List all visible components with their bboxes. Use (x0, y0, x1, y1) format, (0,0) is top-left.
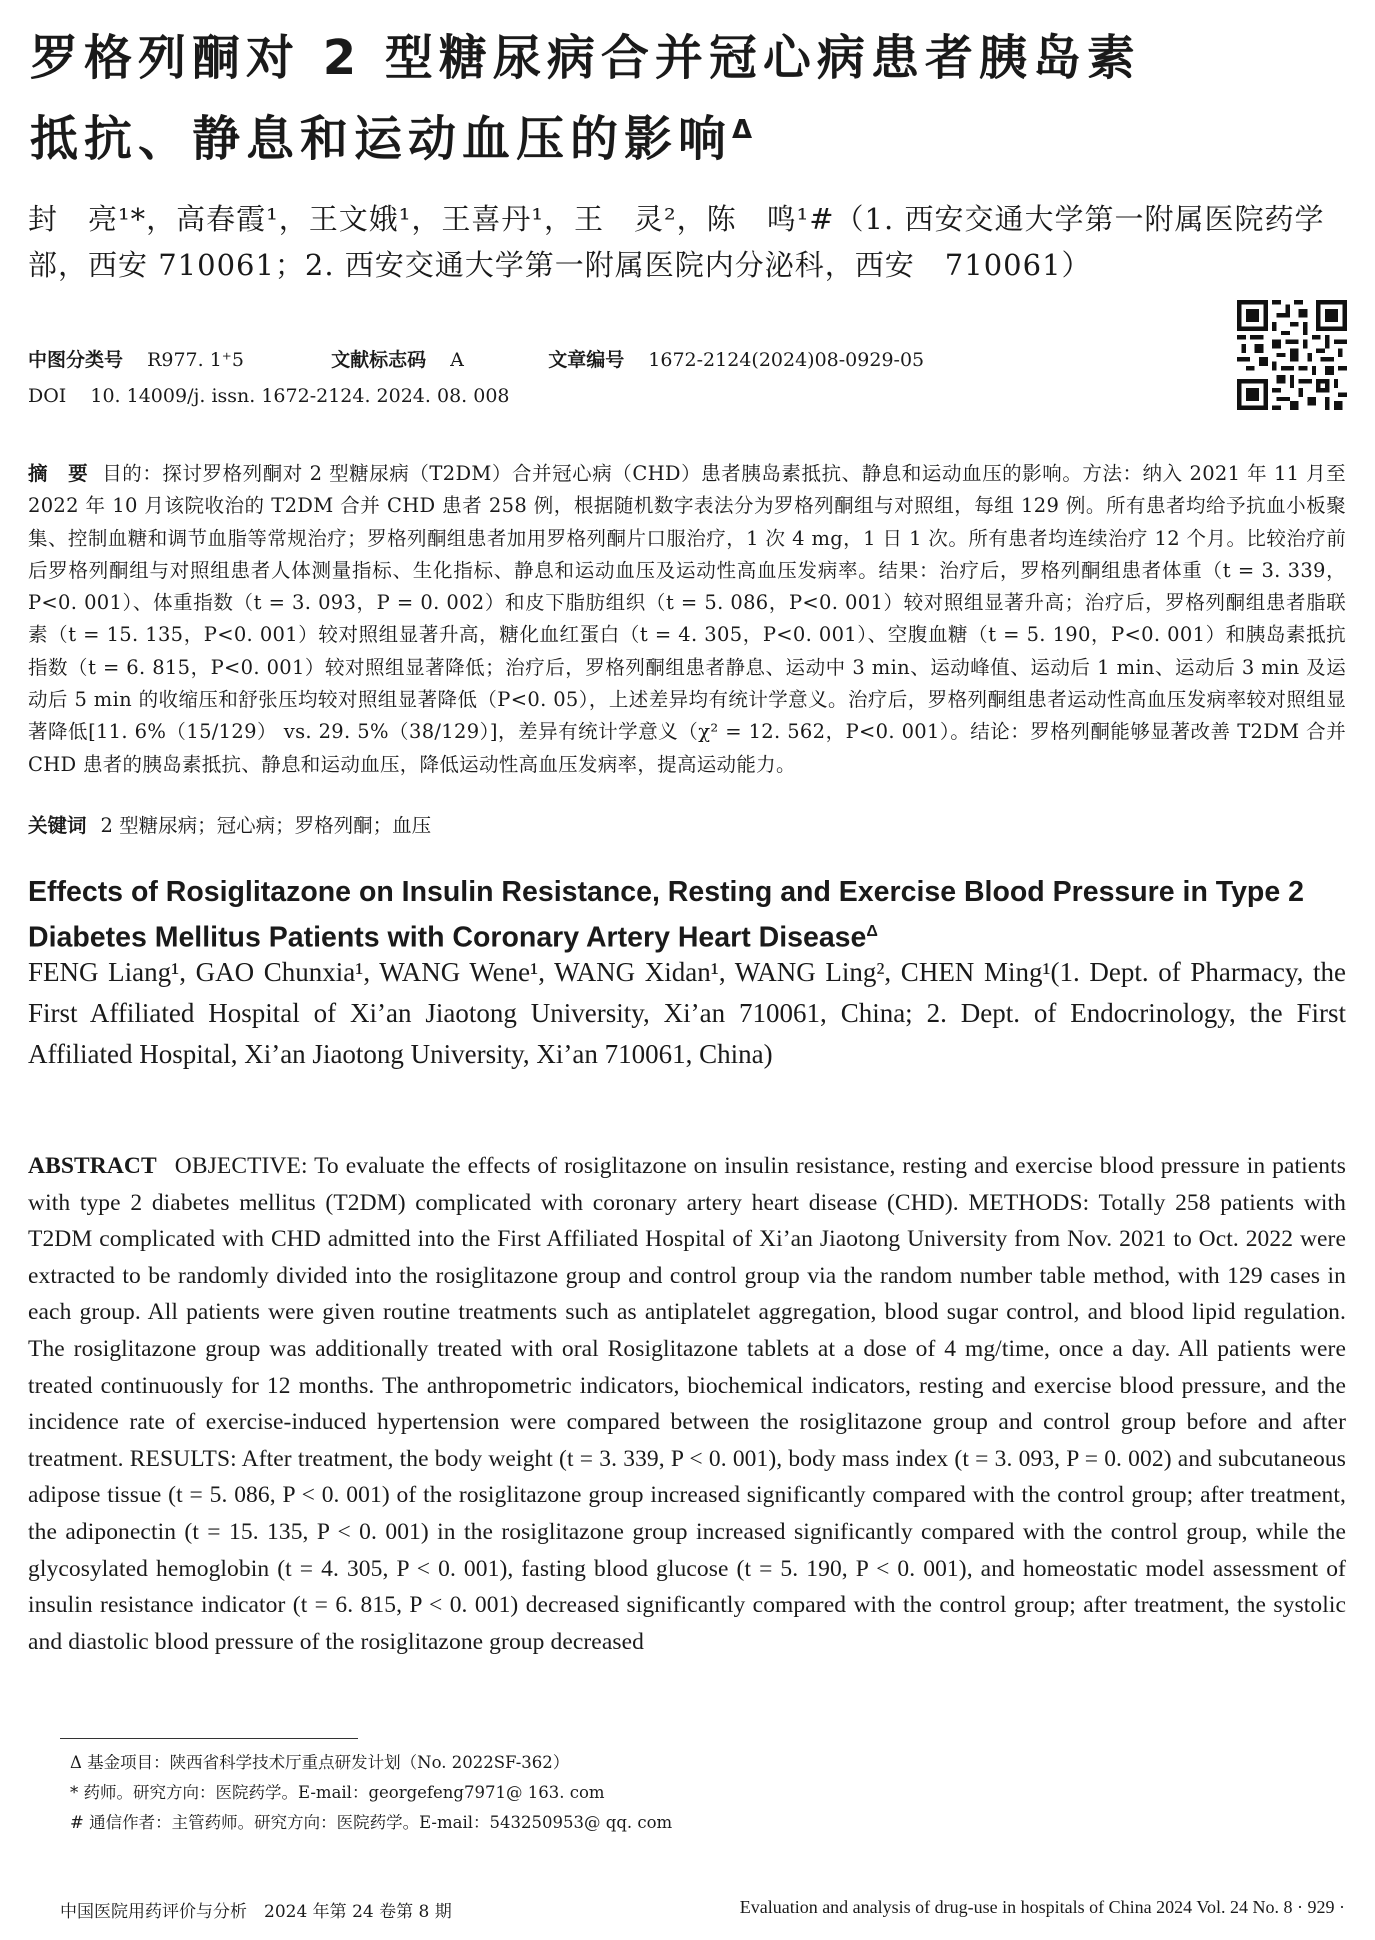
title-cn-line1: 罗格列酮对 2 型糖尿病合并冠心病患者胰岛素 (30, 30, 1141, 86)
title-cn-fund-mark: Δ (732, 115, 753, 145)
journal-footer-cn: 中国医院用药评价与分析 2024 年第 24 卷第 8 期 (60, 1902, 452, 1922)
footnote-fund: Δ 基金项目：陕西省科学技术厅重点研发计划（No. 2022SF-362） (70, 1753, 570, 1772)
article-title-en (28, 872, 1346, 958)
doi-label: DOI (28, 385, 67, 407)
article-no-value: 1672-2124(2024)08-0929-05 (648, 349, 925, 371)
abstract-en-text: OBJECTIVE: To evaluate the effects of rosiglitazone on insulin resistance, resting and exercise blood pressure in patients with type 2 diabetes mellitus (T2DM) complicated with coronary artery heart disease (CHD). METHODS: Totally 258 patients with T2DM complicated with CHD admitted into the First Affiliated Hospital of Xi’an Jiaotong University from Nov. 2021 to Oct. 2022 were extracted to be randomly divided into the rosiglitazone group and control group via the random number table method, with 129 cases in each group. All patients were given routine treatments such as antiplatelet aggregation, blood sugar control, and blood lipid regulation. The rosiglitazone group was additionally treated with oral Rosiglitazone tablets at a dose of 4 mg/time, once a day. All patients were treated continuously for 12 months. The anthropometric indicators, biochemical indicators, resting and exercise blood pressure, and the incidence rate of exercise-induced hypertension were compared between the rosiglitazone group and control group before and after treatment. RESULTS: After treatment, the body weight (t = 3. 339, P < 0. 001), body mass index (t = 3. 093, P = 0. 002) and subcutaneous adipose tissue (t = 5. 086, P < 0. 001) of the rosiglitazone group increased significantly compared with the control group; after treatment, the adiponectin (t = 15. 135, P < 0. 001) in the rosiglitazone group increased significantly compared with the control group, while the glycosylated hemoglobin (t = 4. 305, P < 0. 001), fasting blood glucose (t = 5. 190, P < 0. 001), and homeostatic model assessment of insulin resistance indicator (t = 6. 815, P < 0. 001) decreased significantly compared with the control group; after treatment, the systolic and diastolic blood pressure of the rosiglitazone group decreased (28, 1153, 1346, 1655)
authors-cn: 封 亮¹*，高春霞¹，王文娥¹，王喜丹¹，王 灵²，陈 鸣¹#（1. 西安交通大学第一附属医院药学部，西安 710061；2. 西安交通大学第一附属医院内分泌科，西安 710061） (28, 202, 1325, 282)
abstract-en (28, 1148, 1346, 1660)
title-cn-line2: 抵抗、静息和运动血压的影响 (30, 111, 733, 167)
authors-en: FENG Liang¹, GAO Chunxia¹, WANG Wene¹, WANG Xidan¹, WANG Ling², CHEN Ming¹(1. Dept. of Pharmacy, the First Affiliated Hospital of Xi’an Jiaotong University, Xi’an 710061, China; 2. Dept. of Endocrinology, the First Affiliated Hospital, Xi’an Jiaotong University, Xi’an 710061, China) (28, 957, 1346, 1069)
article-no-label: 文章编号 (548, 349, 625, 371)
keywords-cn (28, 810, 431, 842)
doc-code-value: A (450, 349, 464, 371)
keywords-cn-text: 2 型糖尿病；冠心病；罗格列酮；血压 (100, 814, 432, 837)
doi-value: 10. 14009/j. issn. 1672-2124. 2024. 08. 008 (90, 385, 510, 407)
abstract-cn-label: 摘 要 (28, 462, 89, 485)
keywords-cn-label: 关键词 (28, 814, 87, 837)
footnote-corresponding-author: # 通信作者：主管药师。研究方向：医院药学。E-mail：543250953@ qq. com (70, 1813, 673, 1832)
abstract-cn-text: 目的：探讨罗格列酮对 2 型糖尿病（T2DM）合并冠心病（CHD）患者胰岛素抵抗、静息和运动血压的影响。方法：纳入 2021 年 11 月至 2022 年 10 月该院收治的 T2DM 合并 CHD 患者 258 例，根据随机数字表法分为罗格列酮组与对照组，每组 129 例。所有患者均给予抗血小板聚集、控制血糖和调节血脂等常规治疗；罗格列酮组患者加用罗格列酮片口服治疗，1 次 4 mg，1 日 1 次。所有患者均连续治疗 12 个月。比较治疗前后罗格列酮组与对照组患者人体测量指标、生化指标、静息和运动血压及运动性高血压发病率。结果：治疗后，罗格列酮组患者体重（t = 3. 339，P<0. 001）、体重指数（t = 3. 093，P = 0. 002）和皮下脂肪组织（t = 5. 086，P<0. 001）较对照组显著升高；治疗后，罗格列酮组患者脂联素（t = 15. 135，P<0. 001）较对照组显著升高，糖化血红蛋白（t = 4. 305，P<0. 001）、空腹血糖（t = 5. 190，P<0. 001）和胰岛素抵抗指数（t = 6. 815，P<0. 001）较对照组显著降低；治疗后，罗格列酮组患者静息、运动中 3 min、运动峰值、运动后 1 min、运动后 3 min 及运动后 5 min 的收缩压和舒张压均较对照组显著降低（P<0. 05），上述差异均有统计学意义。治疗后，罗格列酮组患者运动性高血压发病率较对照组显著降低[11. 6%（15/129） vs. 29. 5%（38/129）]，差异有统计学意义（χ² = 12. 562，P<0. 001）。结论：罗格列酮能够显著改善 T2DM 合并 CHD 患者的胰岛素抵抗、静息和运动血压，降低运动性高血压发病率，提高运动能力。 (28, 462, 1346, 776)
footnote-divider (60, 1738, 358, 1739)
clc-label: 中图分类号 (28, 349, 124, 371)
doc-code-label: 文献标志码 (331, 349, 427, 371)
journal-footer-en: Evaluation and analysis of drug-use in hospitals of China 2024 Vol. 24 No. 8 · 929 · (739, 1897, 1345, 1917)
footnotes (70, 1748, 672, 1838)
article-title-cn (30, 22, 1350, 175)
qr-code-icon (1237, 300, 1347, 410)
article-meta (28, 342, 924, 414)
title-en-text: Effects of Rosiglitazone on Insulin Resistance, Resting and Exercise Blood Pressure in Type 2 Diabetes Mellitus Patients with Coronary Artery Heart Disease (28, 876, 1304, 954)
footnote-first-author: * 药师。研究方向：医院药学。E-mail：georgefeng7971@ 163. com (70, 1783, 605, 1802)
abstract-en-label: ABSTRACT (28, 1153, 157, 1179)
clc-value: R977. 1⁺5 (147, 349, 244, 371)
title-en-fund-mark: Δ (866, 923, 878, 940)
abstract-cn (28, 458, 1346, 781)
